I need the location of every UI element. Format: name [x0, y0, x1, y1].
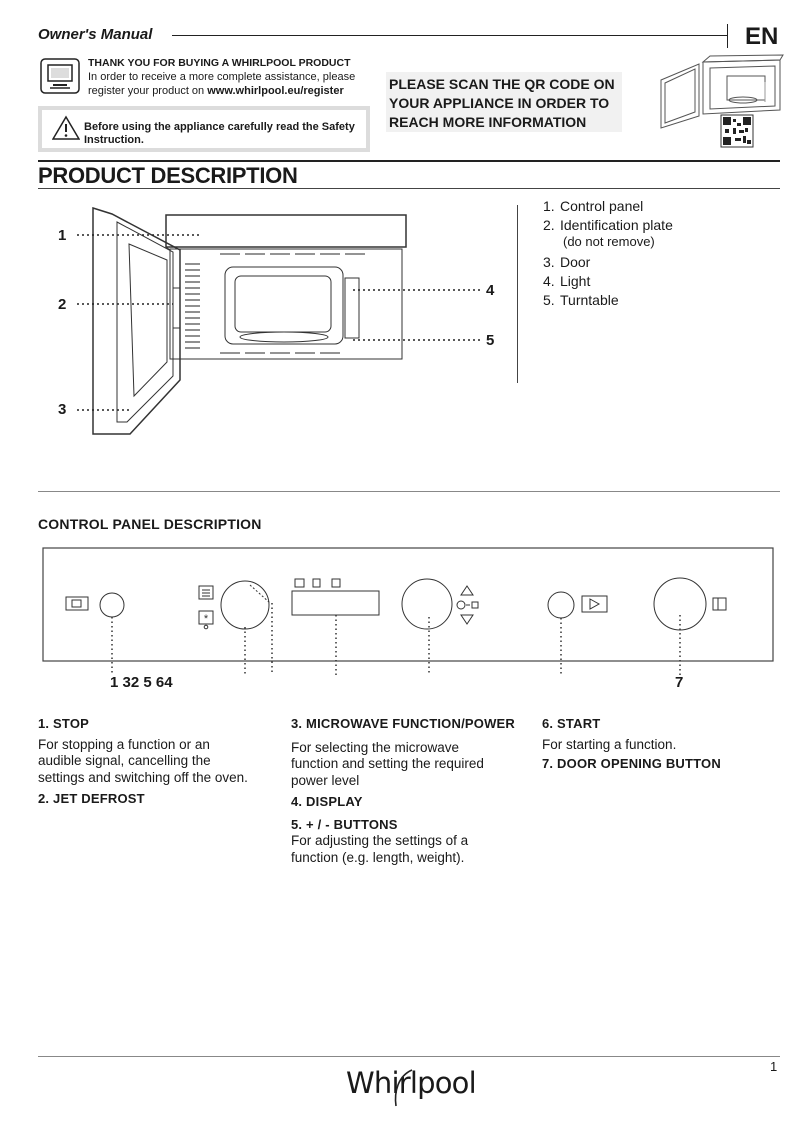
page-number: 1	[770, 1059, 778, 1074]
safety-warning-text: Before using the appliance carefully read the Safety Instruction.	[84, 121, 355, 146]
callout-1: 1	[58, 227, 67, 244]
monitor-icon	[40, 58, 80, 94]
list-item: 2. Identification plate	[543, 217, 673, 233]
qr-code-icon	[721, 115, 753, 147]
stop-text-1: For stopping a function or an	[38, 736, 210, 752]
header-rule-end	[727, 24, 728, 48]
list-item: 3. Door	[543, 254, 591, 270]
list-item: 4. Light	[543, 273, 591, 289]
list-item: 5. Turntable	[543, 292, 619, 308]
control-panel-diagram	[40, 545, 780, 680]
callout-2: 2	[58, 296, 67, 313]
header-rule	[172, 35, 727, 36]
microwave-function-title: 3. MICROWAVE FUNCTION/POWER	[291, 716, 515, 731]
microwave-text-3: power level	[291, 772, 360, 788]
microwave-text-1: For selecting the microwave	[291, 739, 460, 755]
section-divider	[38, 491, 780, 492]
footer-rule	[38, 1056, 780, 1057]
plus-minus-text-1: For adjusting the settings of a	[291, 833, 469, 848]
desc-column-1	[38, 716, 278, 808]
control-callout-right: 7	[675, 674, 684, 691]
microwave-diagram	[55, 200, 505, 440]
desc-column-3	[542, 716, 782, 773]
register-link[interactable]: www.whirlpool.eu/register	[207, 85, 344, 97]
registration-text: In order to receive a more complete assistance, please register your product on www.whirlpool.eu/register	[88, 71, 356, 97]
product-description-title: PRODUCT DESCRIPTION	[38, 163, 298, 188]
manual-title: Owner's Manual	[38, 26, 153, 43]
list-item-note: (do not remove)	[563, 234, 655, 249]
list-item: 1. Control panel	[543, 198, 644, 214]
desc-column-2	[291, 716, 536, 866]
stop-title: 1. STOP	[38, 716, 90, 731]
stop-text-2: audible signal, cancelling the	[38, 753, 211, 768]
start-text: For starting a function.	[542, 736, 677, 752]
callout-4: 4	[486, 282, 495, 299]
whirlpool-logo: Whirlpool	[346, 1066, 476, 1100]
svg-text:*: *	[203, 613, 209, 625]
parts-list	[543, 197, 673, 310]
callout-3: 3	[58, 401, 67, 418]
microwave-photo	[655, 52, 785, 150]
section-top-rule	[38, 160, 780, 162]
plus-minus-text-2: function (e.g. length, weight).	[291, 849, 465, 865]
start-title: 6. START	[542, 716, 601, 731]
callout-5: 5	[486, 332, 495, 349]
control-callouts-left: 1 32 5 64	[110, 674, 173, 691]
jet-defrost-title: 2. JET DEFROST	[38, 791, 145, 806]
plus-minus-title: 5. + / - BUTTONS	[291, 816, 398, 832]
section-rule	[38, 188, 780, 189]
microwave-text-2: function and setting the required	[291, 756, 484, 771]
qr-notice-text: PLEASE SCAN THE QR CODE ON YOUR APPLIANCE IN ORDER TO REACH MORE INFORMATION	[389, 76, 615, 130]
logo-swoosh	[388, 1066, 418, 1112]
language-code: EN	[745, 23, 779, 50]
control-panel-title: CONTROL PANEL DESCRIPTION	[38, 516, 262, 532]
warning-icon	[52, 115, 80, 141]
door-opening-title: 7. DOOR OPENING BUTTON	[542, 756, 721, 771]
registration-title: THANK YOU FOR BUYING A WHIRLPOOL PRODUCT	[88, 57, 351, 69]
stop-text-3: settings and switching off the oven.	[38, 769, 248, 785]
display-title: 4. DISPLAY	[291, 794, 363, 809]
parts-divider	[517, 205, 518, 383]
